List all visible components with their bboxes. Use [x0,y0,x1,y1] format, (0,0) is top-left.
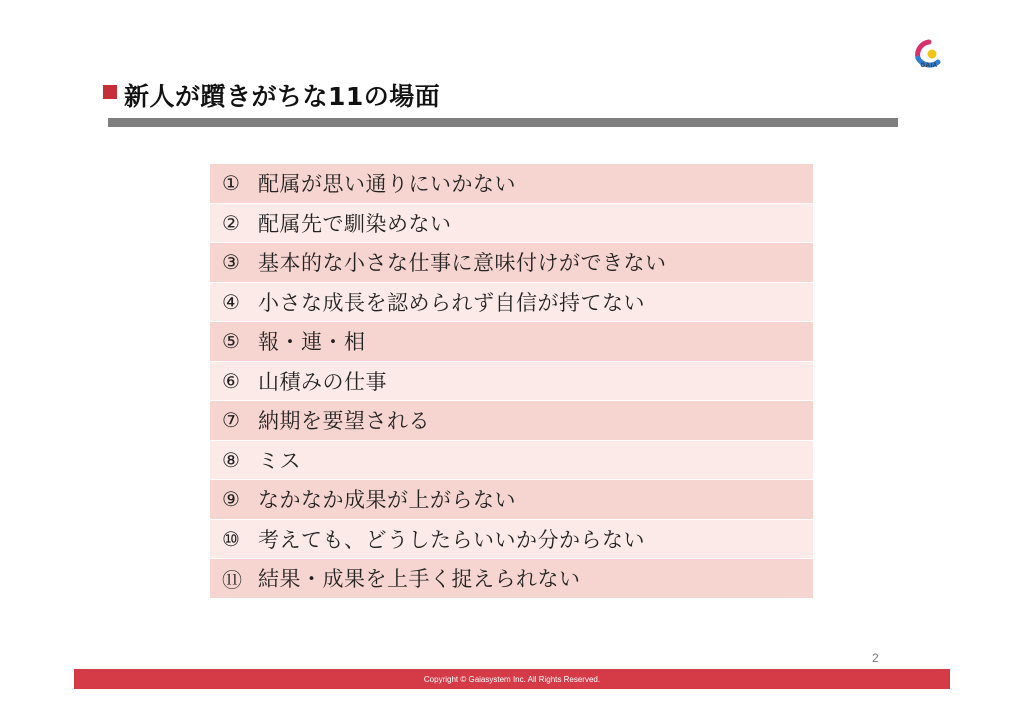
list-item [210,164,813,204]
item-text: 小さな成長を認められず自信が持てない [258,290,645,315]
item-text: 考えても、どうしたらいいか分からない [258,527,645,552]
item-text: 基本的な小さな仕事に意味付けができない [258,251,667,276]
title-underline [108,118,898,127]
item-number: ④ [222,289,240,314]
item-text: 山積みの仕事 [258,369,387,394]
list-item [210,283,813,323]
item-text: 配属が思い通りにいかない [258,172,516,197]
item-text: 配属先で馴染めない [258,211,452,236]
scene-list [210,164,813,599]
list-item [210,559,813,599]
item-text: ミス [258,448,301,473]
item-text: 結果・成果を上手く捉えられない [258,567,581,592]
item-text: 報・連・相 [258,330,366,355]
list-item [210,362,813,402]
list-item [210,204,813,244]
list-item [210,401,813,441]
item-number: ⑪ [222,567,242,592]
footer-bar [74,669,950,689]
list-item [210,480,813,520]
item-number: ⑧ [222,447,240,472]
logo-text: GAIA [920,63,938,69]
list-item [210,441,813,481]
item-text: なかなか成果が上がらない [258,488,516,513]
page-number: 2 [872,651,879,665]
list-item [210,243,813,283]
item-number: ⑤ [222,329,240,354]
item-text: 納期を要望される [258,409,430,434]
item-number: ② [222,210,240,235]
list-item [210,322,813,362]
list-item [210,520,813,560]
item-number: ⑥ [222,368,240,393]
item-number: ⑨ [222,487,240,512]
item-number: ⑩ [222,526,240,551]
item-number: ⑦ [222,408,240,433]
item-number: ③ [222,250,240,275]
copyright-text: Copyright © Gaiasystem Inc. All Rights Reserved. [423,674,601,684]
page-title: 新人が躓きがちな11の場面 [124,82,441,111]
item-number: ① [222,171,240,196]
title-marker [103,85,117,99]
